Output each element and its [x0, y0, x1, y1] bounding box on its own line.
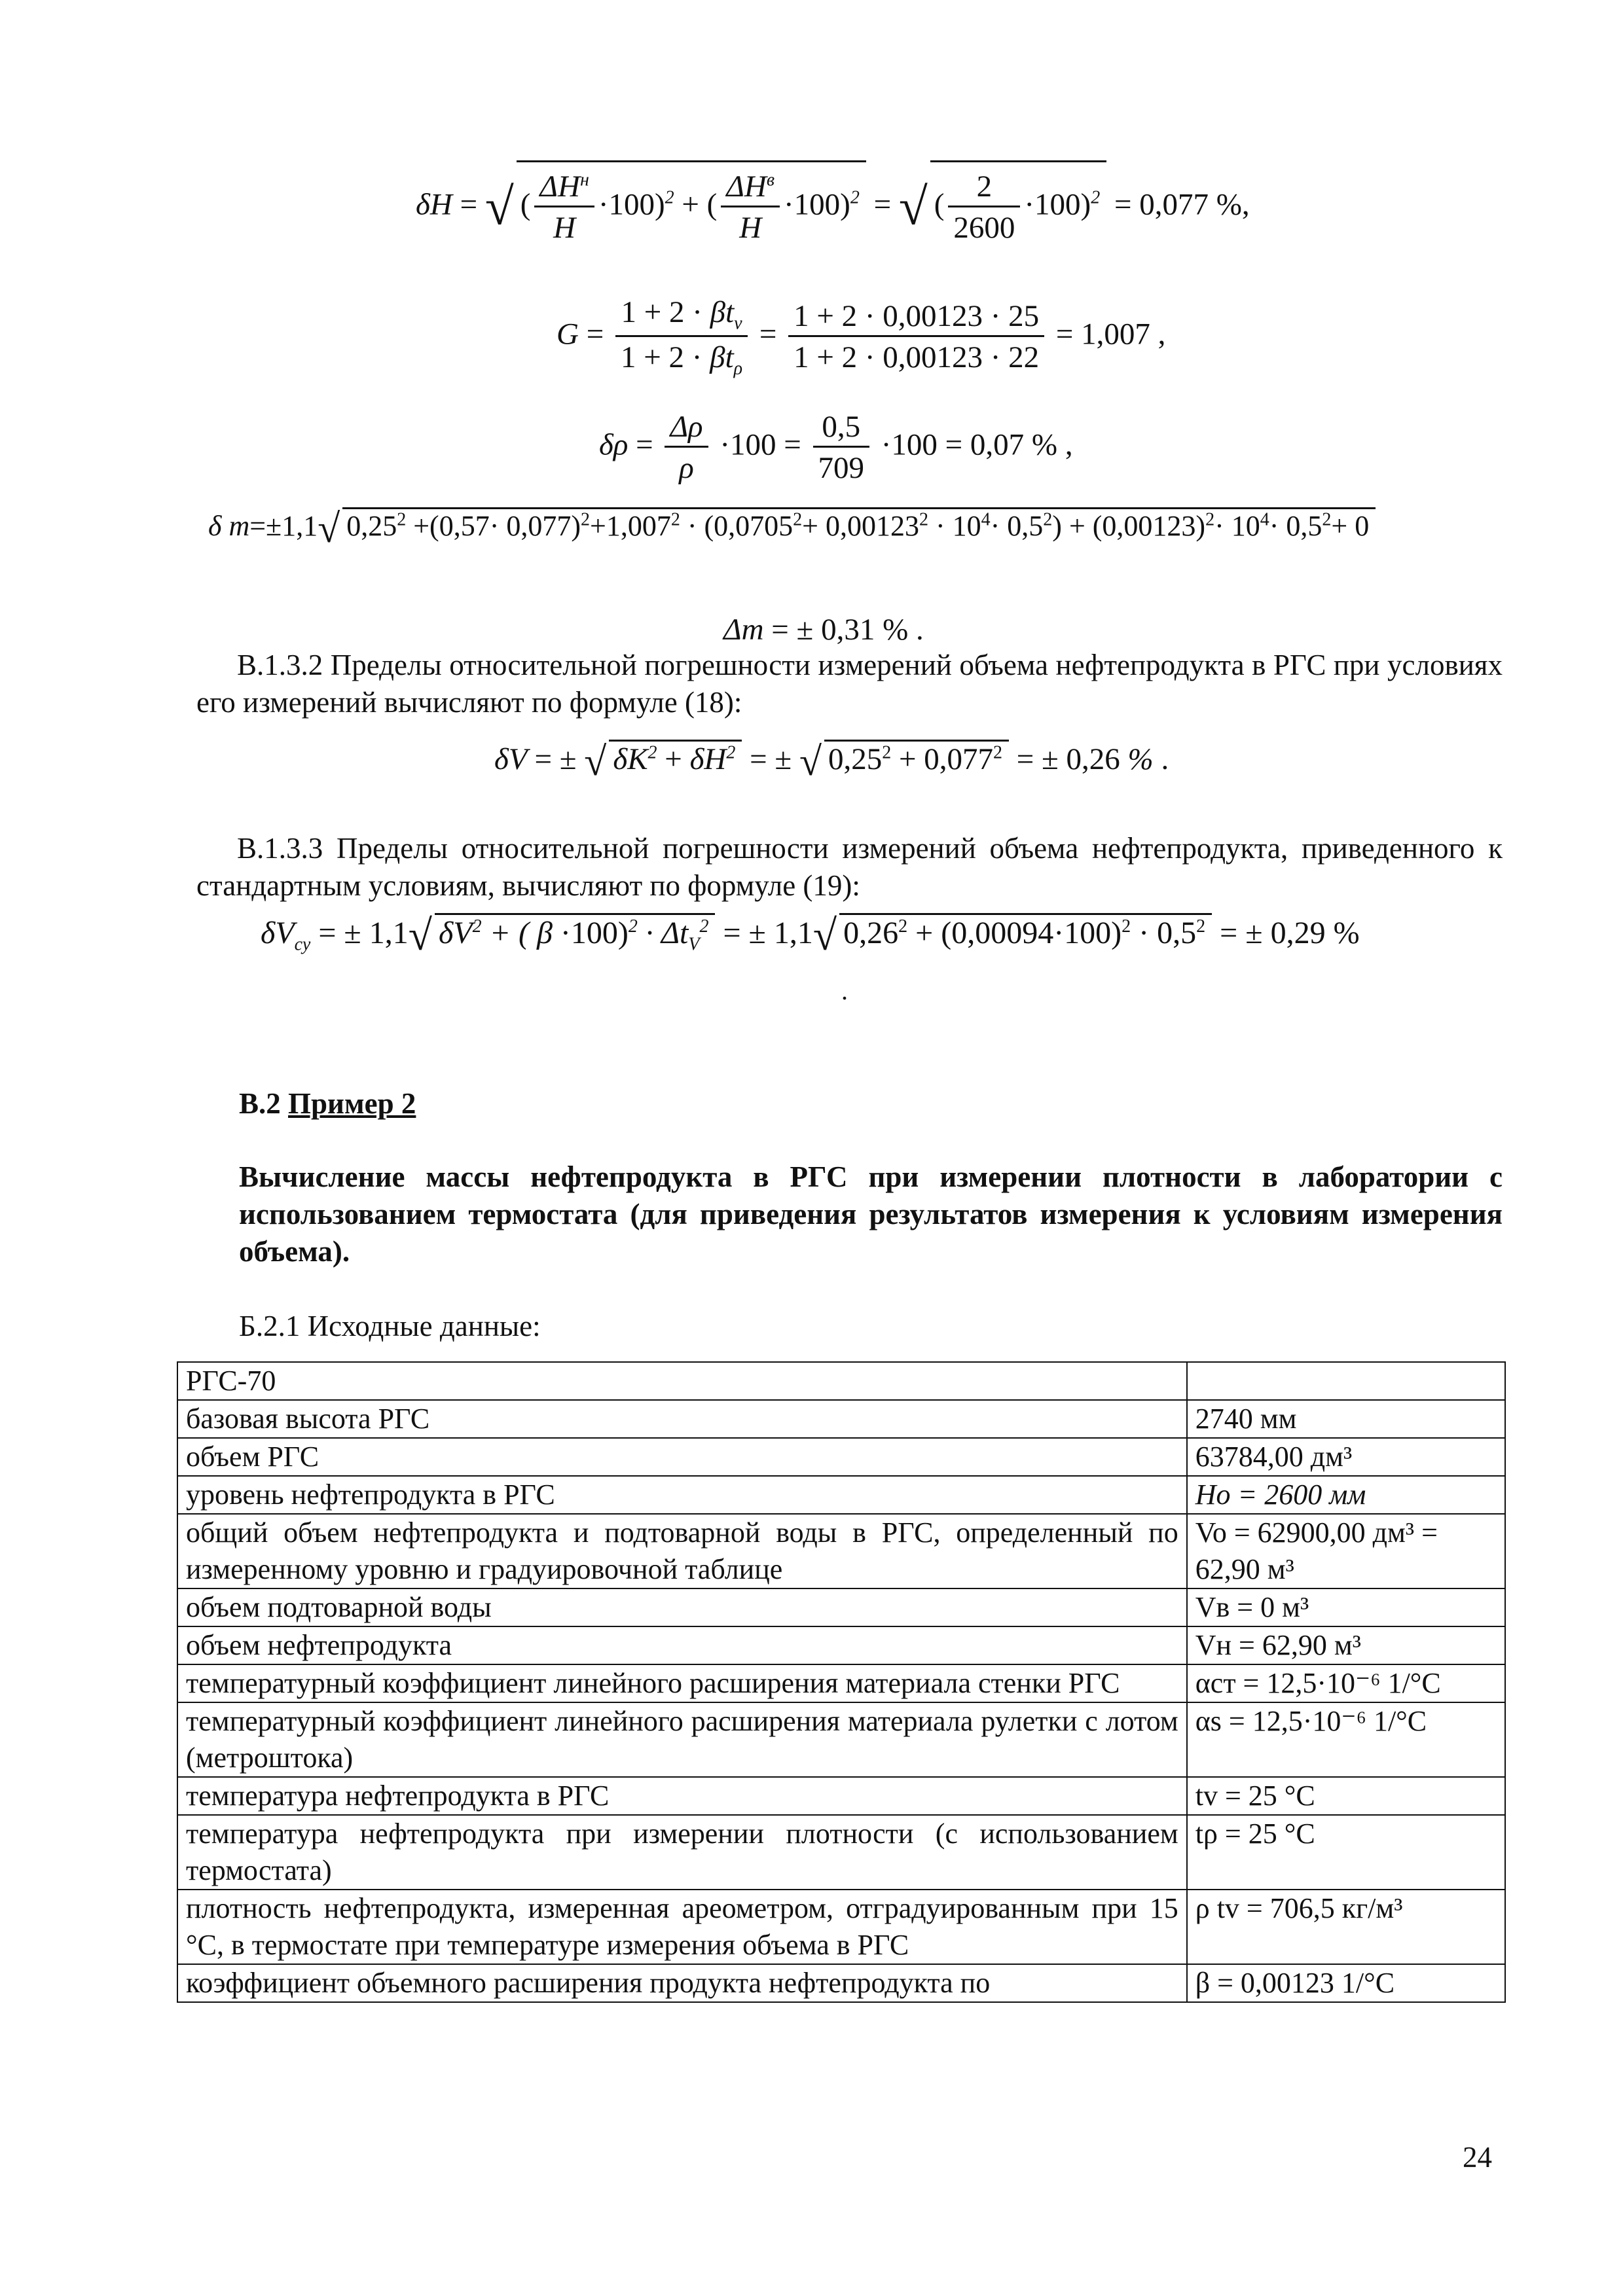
- initial-data-table: [177, 1361, 1506, 2003]
- table-row: [177, 1702, 1505, 1777]
- table-cell-label: объем подтоварной воды: [177, 1588, 1187, 1626]
- table-cell-value: Vн = 62,90 м³: [1187, 1626, 1505, 1664]
- table-row: [177, 1438, 1505, 1476]
- table-row: [177, 1400, 1505, 1438]
- table-row: [177, 1626, 1505, 1664]
- formula-dV: δV = ± √ $\delta K^2 + \delta H^2$ = ± √ $0,25^2 + 0,077^2$ = ± 0,26 % .: [494, 740, 1169, 785]
- table-cell-label: температура нефтепродукта в РГС: [177, 1777, 1187, 1815]
- table-row: [177, 1777, 1505, 1815]
- paragraph-b132: В.1.3.2 Пределы относительной погрешности измерений объема нефтепродукта в РГС при условиях его измерений вычисляют по формуле (18):: [196, 649, 1503, 719]
- table-cell-value: β = 0,00123 1/°С: [1187, 1964, 1505, 2002]
- table-cell-value: 2740 мм: [1187, 1400, 1505, 1438]
- table-cell-value: Vo = 62900,00 дм³ = 62,90 м³: [1187, 1514, 1505, 1588]
- table-cell-label: уровень нефтепродукта в РГС: [177, 1476, 1187, 1514]
- bold-paragraph: Вычисление массы нефтепродукта в РГС при измерении плотности в лаборатории с использованием термостата (для приведения результатов измерения к условиям измерения объема).: [239, 1160, 1503, 1268]
- table-cell-label: коэффициент объемного расширения продукта нефтепродукта по: [177, 1964, 1187, 2002]
- table-cell-value: αст = 12,5·10⁻⁶ 1/°С: [1187, 1664, 1505, 1702]
- formula-dVcy: $\delta V_{су}$ = ± 1,1√ $\delta V^2$ + ( $\beta \cdot 100)^2 \cdot \Delta t_V^2$ = ± 1,1√ $0,26^2 + (0,00094\cdot 100)^2 \cdot 0,5^2$ = ± 0,29 %: [261, 911, 1360, 960]
- table-cell-label: объем нефтепродукта: [177, 1626, 1187, 1664]
- table-cell-label: плотность нефтепродукта, измеренная ареометром, отградуированным при 15 °С, в термостате при температуре измерения объема в РГС: [177, 1890, 1187, 1964]
- table-cell-value: tρ = 25 °С: [1187, 1815, 1505, 1890]
- page-number: 24: [1463, 2141, 1492, 2174]
- section-title: Пример 2: [288, 1087, 416, 1120]
- section-heading: [239, 1085, 894, 1122]
- formula-drho: δρ = $\frac{\Delta\rho}{\rho}$ ·100 = $\frac{0,5}{709}$ ·100 = 0,07 % ,: [599, 410, 1073, 485]
- formula-G: G = $\frac{1 + 2 \cdot \beta t_v}{1 + 2 \cdot \beta t_\rho}$ = $\frac{1 + 2 \cdot 0,00123 \cdot 25}{1 + 2 \cdot 0,00123 \cdot 22}$ = 1,007 ,: [556, 295, 1166, 379]
- table-row: [177, 1476, 1505, 1514]
- table-row: [177, 1514, 1505, 1588]
- table-row: [177, 1815, 1505, 1890]
- table-cell-value: ρ tv = 706,5 кг/м³: [1187, 1890, 1505, 1964]
- table-cell-value: [1187, 1362, 1505, 1400]
- table-cell-label: РГС-70: [177, 1362, 1187, 1400]
- formula-dH: δH = √ ( $\frac{\Delta H^н}{H}$ ·100)$^2$ + ( $\frac{\Delta H^в}{H}$ ·100)$^2$ = √ ( $\frac{2}{2600}$ ·100)$^2$ = 0,077 %,: [416, 160, 1250, 245]
- stray-dot: .: [841, 976, 848, 1005]
- table-cell-value: Ho = 2600 мм: [1187, 1476, 1505, 1514]
- table-cell-label: базовая высота РГС: [177, 1400, 1187, 1438]
- table-cell-label: температура нефтепродукта при измерении плотности (с использованием термостата): [177, 1815, 1187, 1890]
- table-row: [177, 1664, 1505, 1702]
- table-row: [177, 1588, 1505, 1626]
- table-row: [177, 1964, 1505, 2002]
- table-row: [177, 1362, 1505, 1400]
- table-cell-label: температурный коэффициент линейного расширения материала рулетки с лотом (метроштока): [177, 1702, 1187, 1777]
- formula-Dm: Δm = ± 0,31 % .: [723, 613, 924, 647]
- table-cell-value: tv = 25 °С: [1187, 1777, 1505, 1815]
- section-number: В.2: [239, 1087, 289, 1120]
- formula-dm: δ m=±1,1√ $0,25^2 +(0,57\cdot 0,077)^2+1,007^2 \cdot (0,0705^2+ 0,00123^2 \cdot 10^4\cdot 0,5^2) + (0,00123)^2\cdot 10^4\cdot 0,5^2+ 0$: [208, 507, 1376, 549]
- initial-data-label: Б.2.1 Исходные данные:: [239, 1310, 541, 1342]
- table-cell-value: αs = 12,5·10⁻⁶ 1/°С: [1187, 1702, 1505, 1777]
- table-row: [177, 1890, 1505, 1964]
- table-cell-value: 63784,00 дм³: [1187, 1438, 1505, 1476]
- table-cell-label: объем РГС: [177, 1438, 1187, 1476]
- table-cell-label: общий объем нефтепродукта и подтоварной воды в РГС, определенный по измеренному уровню и градуировочной таблице: [177, 1514, 1187, 1588]
- table-cell-label: температурный коэффициент линейного расширения материала стенки РГС: [177, 1664, 1187, 1702]
- paragraph-b133: В.1.3.3 Пределы относительной погрешности измерений объема нефтепродукта, приведенного к стандартным условиям, вычисляют по формуле (19):: [196, 832, 1503, 902]
- table-cell-value: Vв = 0 м³: [1187, 1588, 1505, 1626]
